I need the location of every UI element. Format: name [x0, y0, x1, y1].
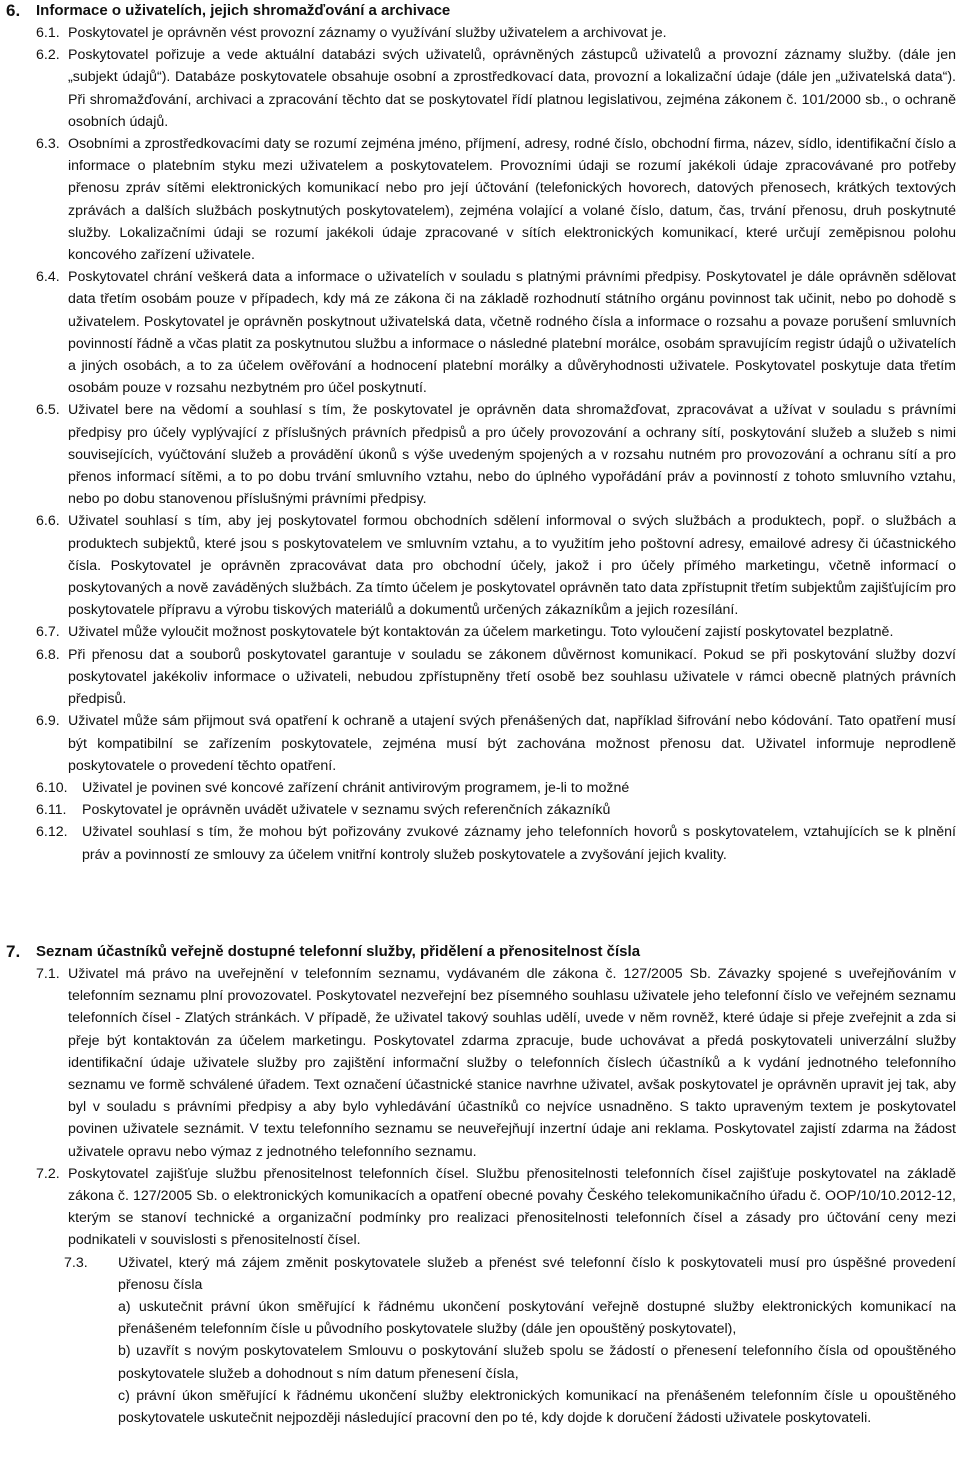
clause-number: 6.7. — [36, 624, 60, 641]
clause-text: Osobními a zprostředkovacími daty se rozumí zejména jméno, příjmení, adresy, rodné číslo, obchodní firma, název, sídlo, identifikační číslo a informace o platebním styku mezi uživatelem a poskytovatelem. Provozními údaji se rozumí jakékoli údaje zpracovávané pro potřeby přenosu zpráv sítěmi elektronických komunikací nebo pro její účtování (telefonických hovorech, datových přenosech, krátkých textových zprávách a dalších službách poskytnutých poskytovatelem), zejména volající a volané číslo, datum, čas, trvání přenosu, druh poskytnuté služby. Lokalizačními údaji se rozumí jakékoli údaje zpracované v sítích elektronických komunikací, které určují zeměpisnou polohu koncového zařízení uživatele. — [68, 136, 956, 264]
clause-number: 6.2. — [36, 47, 60, 64]
clause-6-1 — [0, 22, 960, 44]
clause-6-6 — [0, 510, 960, 621]
clause-number: 6.9. — [36, 713, 60, 730]
clause-number: 6.3. — [36, 136, 60, 153]
clause-sub-c: c) právní úkon směřující k řádnému ukončení služby elektronických komunikací na přenášeném telefonním čísle u opouštěného poskytovatele uskutečnit nejpozději následující pracovní den po té, kdy dojde k doručení žádosti uživatele poskytovateli. — [118, 1387, 956, 1427]
clause-number: 7.1. — [36, 966, 60, 982]
clause-text: Uživatel je povinen své koncové zařízení chránit antivirovým programem, je-li to možné — [82, 779, 630, 796]
clause-text: Uživatel může vyloučit možnost poskytovatele být kontaktován za účelem marketingu. Toto vyloučení zajistí poskytovatel bezplatně. — [68, 624, 894, 641]
clause-number: 7.2. — [36, 1165, 60, 1182]
clause-number: 6.4. — [36, 269, 60, 286]
clause-text: Poskytovatel je oprávněn uvádět uživatele v seznamu svých referenčních zákazníků — [82, 802, 611, 819]
clause-7-3 — [0, 1252, 960, 1430]
clause-body — [118, 1252, 960, 1430]
section-number: 7. — [6, 942, 21, 961]
section-title: Informace o uživatelích, jejich shromažďování a archivace — [36, 2, 451, 19]
clause-6-7 — [0, 621, 960, 643]
clause-text: Poskytovatel pořizuje a vede aktuální databázi svých uživatelů, oprávněných zástupců uživatelů a provozní záznamy služby. (dále jen „subjekt údajů“). Databáze poskytovatele obsahuje osobní a zprostředkovací data, provozní a lokalizační údaje (dále jen „uživatelská data“). Při shromažďování, archivaci a zpracování těchto dat se poskytovatel řídí platnou legislativou, zejména zákonem č. 101/2000 sb., o ochraně osobních údajů. — [68, 47, 956, 130]
clause-6-5 — [0, 399, 960, 510]
clause-sub-b: b) uzavřít s novým poskytovatelem Smlouvu o poskytování služeb spolu se žádostí o přenesení telefonního čísla od opouštěného poskytovatele služeb a dohodnout s ním datum přenesení čísla, — [118, 1343, 956, 1382]
clause-text: Uživatel může sám přijmout svá opatření k ochraně a utajení svých přenášených dat, například šifrování nebo kódování. Tato opatření musí být kompatibilní se zařízením poskytovatele, zejména musí být zachována možnost přenosu dat. Uživatel informuje neprodleně poskytovatele o provedení těchto opatření. — [68, 713, 956, 774]
clause-7-2 — [0, 1163, 960, 1252]
section-number: 6. — [6, 1, 21, 20]
clause-number: 6.11. — [36, 802, 67, 819]
clause-number: 7.3. — [64, 1254, 88, 1271]
clause-6-9 — [0, 710, 960, 777]
clause-6-12 — [0, 821, 960, 865]
clause-sub-a: a) uskutečnit právní úkon směřující k řádnému ukončení poskytování veřejně dostupné služby elektronických komunikací na přenášeném telefonním čísle u původního poskytovatele služby (dále jen opouštěný poskytovatel), — [118, 1299, 956, 1338]
clause-text: Uživatel souhlasí s tím, že mohou být pořizovány zvukové záznamy jeho telefonních hovorů s poskytovatelem, vztahujících se k plnění práv a povinností ze smlouvy za účelem vnitřní kontroly služeb poskytovatele a zvyšování jejich kvality. — [82, 824, 956, 863]
clause-number: 6.1. — [36, 25, 60, 41]
clause-number: 6.10. — [36, 779, 68, 796]
clause-text: Uživatel, který má zájem změnit poskytovatele služeb a přenést své telefonní číslo k poskytovateli musí pro úspěšné provedení přenosu čísla — [118, 1254, 956, 1293]
clause-6-11 — [0, 799, 960, 821]
clause-6-8 — [0, 644, 960, 711]
section-6-heading — [0, 0, 960, 22]
clause-number: 6.6. — [36, 513, 60, 530]
section-7 — [0, 941, 960, 1429]
clause-text: Poskytovatel je oprávněn vést provozní záznamy o využívání služby uživatelem a archivovat je. — [68, 25, 667, 41]
clause-text: Poskytovatel zajišťuje službu přenositelnost telefonních čísel. Službu přenositelnosti telefonních čísel zajišťuje poskytovatel na základě zákona č. 127/2005 Sb. o elektronických komunikacích a opatření obecné povahy Českého telekomunikačního úřadu č. OOP/10/10.2012-12, kterým se stanoví technické a organizační podmínky pro realizaci přenositelnosti telefonních čísel a zásady pro účtování ceny mezi podnikateli v souvislosti s přenositelností čísel. — [68, 1165, 956, 1249]
clause-number: 6.5. — [36, 402, 60, 419]
clause-number: 6.8. — [36, 646, 60, 663]
section-7-heading — [0, 941, 960, 963]
clause-6-3 — [0, 133, 960, 266]
clause-text: Poskytovatel chrání veškerá data a informace o uživatelích v souladu s platnými právními předpisy. Poskytovatel je dále oprávněn sdělovat data třetím osobám pouze v případech, kdy má ze zákona či na základě rozhodnutí státního orgánu povinnost tak učinit, nebo po dohodě s uživatelem. Poskytovatel je oprávněn poskytnout uživatelská data, včetně rodného čísla a informace o rozsahu a povaze porušení smluvních povinností řádně a včas platit za poskytnutou službu a informace o následné platební morálce, osobám spravujícím registr údajů o uživatelích a jiných osobách, a to za účelem ověřování a hodnocení platební morálky a důvěryhodnosti uživatele. Poskytovatel poskytuje data třetím osobám pouze v rozsahu nezbytném pro účel poskytnutí. — [68, 269, 956, 397]
clause-text: Při přenosu dat a souborů poskytovatel garantuje v souladu se zákonem důvěrnost komunikací. Pokud se při poskytování služby dozví poskytovatel jakékoliv informace o uživateli, nebudou zpřístupněny třetí osobě bez souhlasu uživatele v rámci obecně platných právních předpisů. — [68, 646, 956, 708]
clause-6-10 — [0, 777, 960, 799]
clause-number: 6.12. — [36, 824, 68, 841]
clause-text: Uživatel bere na vědomí a souhlasí s tím, že poskytovatel je oprávněn data shromažďovat, zpracovávat a užívat v souladu s právními předpisy pro účely vyplývající z příslušných právních předpisů a pro účely provozování a ochrany sítí, poskytování služeb a služeb s nimi souvisejících, vyúčtování služeb a provádění úkonů s výše uvedeným spojených a v rozsahu nutném pro provozování a ochranu sítí a pro přenos informací sítěmi, a to po dobu trvání smluvního vztahu, nebo do úplného vypořádání práv a povinností z tohoto smluvního vztahu, nebo po dobu stanovenou příslušnými právními předpisy. — [68, 402, 956, 508]
clause-6-2 — [0, 44, 960, 133]
section-title: Seznam účastníků veřejně dostupné telefonní služby, přidělení a přenositelnost čísla — [36, 943, 641, 960]
clause-text: Uživatel má právo na uveřejnění v telefonním seznamu, vydávaném dle zákona č. 127/2005 Sb. Závazky spojené s uveřejňováním v telefonním seznamu plní provozovatel. Poskytovatel nezveřejní bez písemného souhlasu uživatele jeho telefonní číslo ve veřejném seznamu telefonních čísel - Zlatých stránkách. V případě, že uživatel takový souhlas udělí, uvede v něm rovněž, které údaje si přeje zveřejnit a zda si přeje být kontaktován za účelem marketingu. Poskytovatel zdarma zpracuje, bude uchovávat a předá poskytovateli univerzální služby identifikační údaje uživatele služby pro zajištění informační služby o telefonních číslech účastníků a k vydání jednotného telefonního seznamu ve formě schválené úřadem. Text označení účastnické stanice navrhne uživatel, avšak poskytovatel je oprávněn upravit jej tak, aby byl v souladu s právními předpisy a aby bylo vyhledávání účastníků co nejvíce usnadněno. S takto upraveným textem je poskytovatel povinen uživatele seznámit. V textu telefonního seznamu se neuveřejňují inzertní údaje ani reklama. Poskytovatel zajistí zdarma na žádost uživatele opravu nebo výmaz z jednotného telefonního seznamu. — [68, 966, 956, 1160]
clause-7-1 — [0, 963, 960, 1163]
clause-text: Uživatel souhlasí s tím, aby jej poskytovatel formou obchodních sdělení informoval o svých službách a produktech, popř. o službách a produktech subjektů, které jsou s poskytovatelem ve smluvním vztahu, a to využitím jeho poštovní adresy, emailové adresy či účastnického čísla. Poskytovatel je oprávněn zpracovávat data pro obchodní účely, jakož i pro účely přímého marketingu, včetně informací o poskytovaných a nově zaváděných službách. Za tímto účelem je poskytovatel oprávněn tato data zpřístupnit třetím subjektům zajišťujícím pro poskytovatele přípravu a výrobu tiskových materiálů a dokumentů určených zákazníkům a jejich rozesílání. — [68, 513, 956, 619]
clause-6-4 — [0, 266, 960, 399]
